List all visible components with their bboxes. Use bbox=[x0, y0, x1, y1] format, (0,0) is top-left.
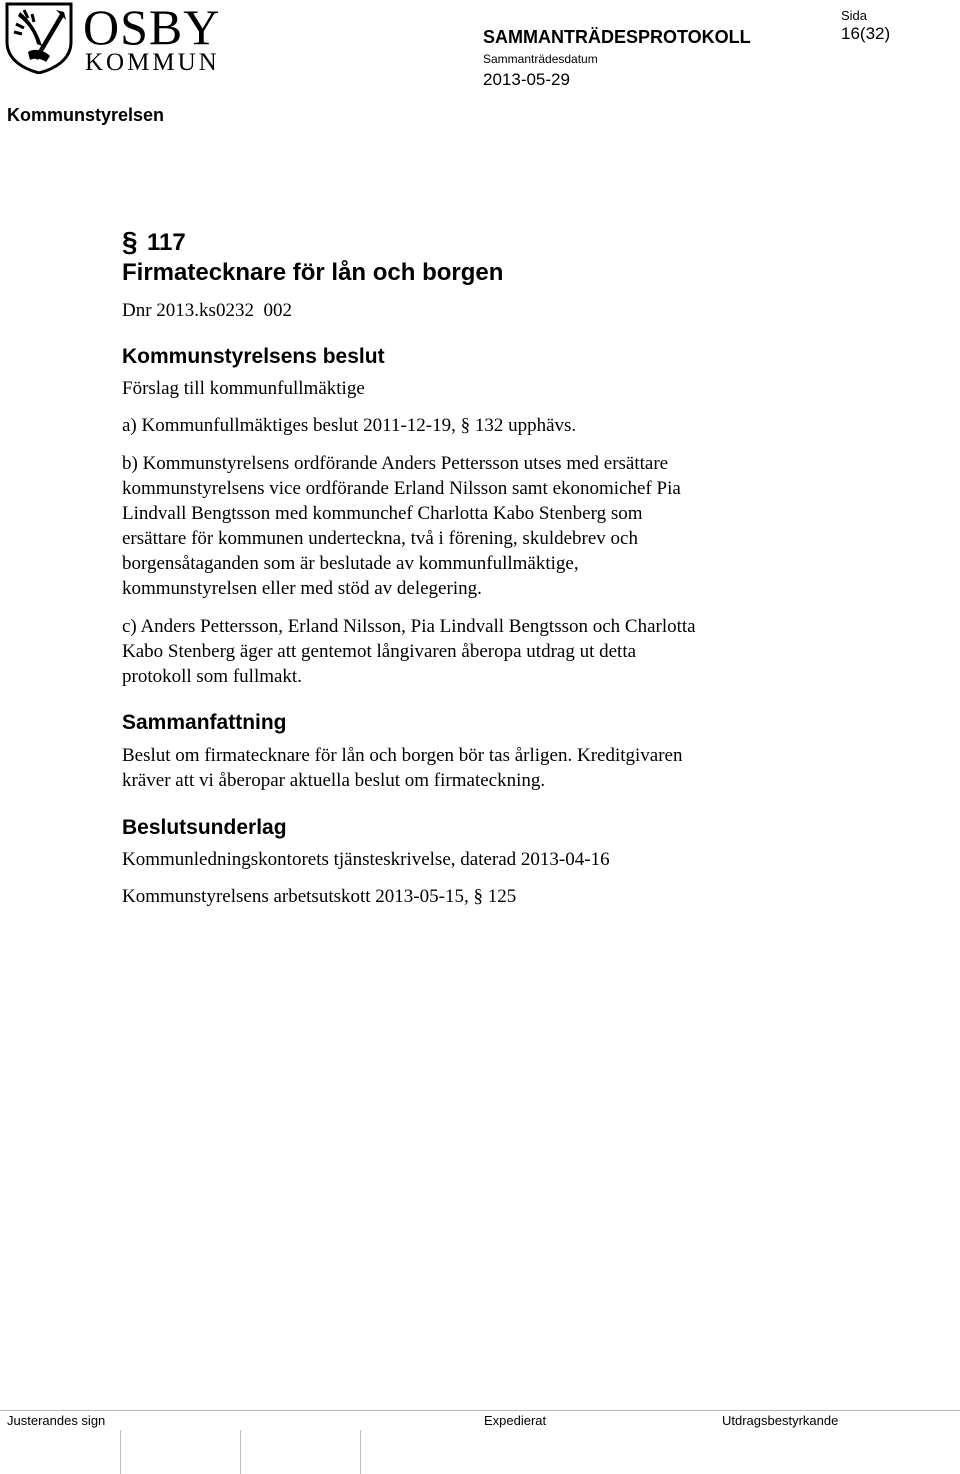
text-line: b) Kommunstyrelsens ordförande Anders Pettersson utses med ersättare bbox=[122, 453, 669, 474]
text-line: protokoll som fullmakt. bbox=[122, 666, 302, 687]
meeting-date-value: 2013-05-29 bbox=[483, 70, 570, 89]
meeting-date-label: Sammanträdesdatum bbox=[483, 52, 598, 66]
page-number: 16(32) bbox=[841, 24, 891, 43]
signature-box-divider bbox=[240, 1430, 241, 1474]
certified-label: Utdragsbestyrkande bbox=[722, 1413, 839, 1428]
signature-box-divider bbox=[360, 1430, 361, 1474]
signers-label: Justerandes sign bbox=[7, 1413, 106, 1428]
section-symbol: § bbox=[122, 226, 138, 257]
text-line: c) Anders Pettersson, Erland Nilsson, Pia Lindvall Bengtsson och Charlotta bbox=[122, 616, 696, 637]
summary-heading: Sammanfattning bbox=[122, 711, 287, 734]
osby-coat-of-arms-logo bbox=[4, 2, 74, 74]
section-number: 117 bbox=[147, 229, 186, 256]
document-type: SAMMANTRÄDESPROTOKOLL bbox=[483, 27, 751, 47]
case-title: Firmatecknare för lån och borgen bbox=[122, 259, 504, 286]
signature-box-divider bbox=[120, 1430, 121, 1474]
basis-heading: Beslutsunderlag bbox=[122, 816, 287, 839]
page-label: Sida bbox=[841, 8, 868, 23]
dispatched-label: Expedierat bbox=[484, 1413, 547, 1428]
basis-item: Kommunledningskontorets tjänsteskrivelse, daterad 2013-04-16 bbox=[122, 849, 610, 870]
summary-line: Beslut om firmatecknare för lån och borgen bör tas årligen. Kreditgivaren bbox=[122, 745, 683, 766]
organization-name: Kommunstyrelsen bbox=[7, 105, 165, 125]
text-line: Lindvall Bengtsson med kommunchef Charlotta Kabo Stenberg som bbox=[122, 503, 643, 524]
decision-heading: Kommunstyrelsens beslut bbox=[122, 345, 385, 368]
decision-proposal: Förslag till kommunfullmäktige bbox=[122, 378, 365, 399]
decision-item-a: a) Kommunfullmäktiges beslut 2011-12-19, § 132 upphävs. bbox=[122, 415, 577, 436]
brand-subtitle: KOMMUN bbox=[85, 49, 220, 76]
footer-divider bbox=[0, 1410, 960, 1411]
text-line: kommunstyrelsens vice ordförande Erland Nilsson samt ekonomichef Pia bbox=[122, 478, 681, 499]
text-line: borgensåtaganden som är beslutade av kommunfullmäktige, bbox=[122, 553, 579, 574]
brand-name: OSBY bbox=[83, 0, 221, 55]
text-line: Kabo Stenberg äger att gentemot långivaren åberopa utdrag ut detta bbox=[122, 641, 637, 662]
case-number: Dnr 2013.ks0232 002 bbox=[122, 300, 292, 321]
basis-item: Kommunstyrelsens arbetsutskott 2013-05-15, § 125 bbox=[122, 886, 517, 907]
summary-line: kräver att vi åberopar aktuella beslut om firmateckning. bbox=[122, 770, 546, 791]
text-line: ersättare för kommunen underteckna, två i förening, skuldebrev och bbox=[122, 528, 638, 549]
text-line: kommunstyrelsen eller med stöd av delegering. bbox=[122, 578, 482, 599]
